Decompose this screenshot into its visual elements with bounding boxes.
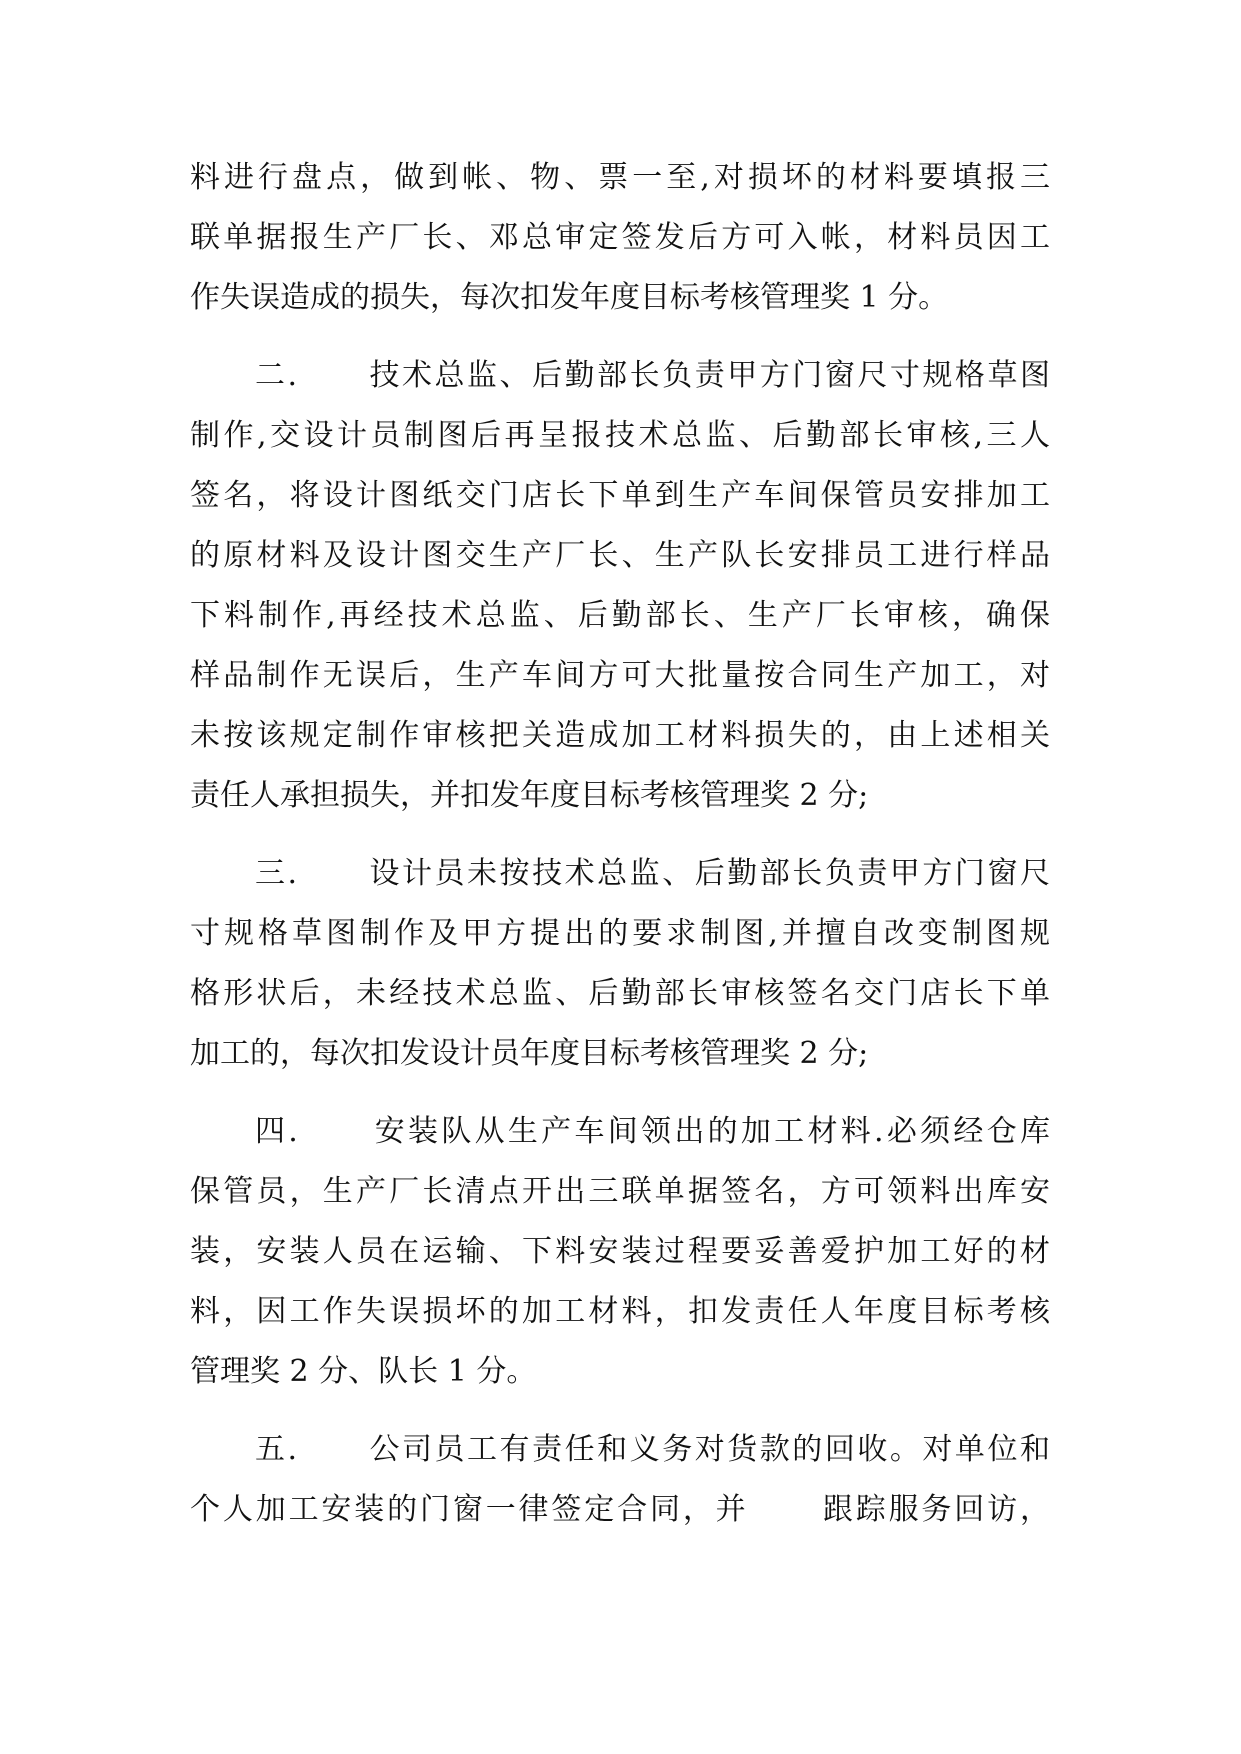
- section-heading-line: 二. 技术总监、后勤部长负责甲方门窗尺寸规格草图: [255, 358, 1050, 393]
- section-heading-line: 五. 公司员工有责任和义务对货款的回收。对单位和: [255, 1432, 1050, 1467]
- text-line: 联单据报生产厂长、邓总审定签发后方可入帐，材料员因工: [190, 220, 1050, 255]
- text-line: 保管员，生产厂长清点开出三联单据签名，方可领料出库安: [190, 1174, 1050, 1209]
- text-line: 加工的，每次扣发设计员年度目标考核管理奖 2 分;: [190, 1036, 869, 1071]
- text-line: 签名，将设计图纸交门店长下单到生产车间保管员安排加工: [190, 478, 1050, 513]
- text-line: 未按该规定制作审核把关造成加工材料损失的，由上述相关: [190, 718, 1050, 753]
- text-line: 下料制作,再经技术总监、后勤部长、生产厂长审核，确保: [190, 598, 1050, 633]
- text-line: 寸规格草图制作及甲方提出的要求制图,并擅自改变制图规: [190, 916, 1050, 951]
- text-line: 责任人承担损失，并扣发年度目标考核管理奖 2 分;: [190, 778, 869, 813]
- text-line: 作失误造成的损失，每次扣发年度目标考核管理奖 1 分。: [190, 280, 949, 315]
- text-line: 样品制作无误后，生产车间方可大批量按合同生产加工，对: [190, 658, 1050, 693]
- text-line: 的原材料及设计图交生产厂长、生产队长安排员工进行样品: [190, 538, 1050, 573]
- text-line: 料，因工作失误损坏的加工材料，扣发责任人年度目标考核: [190, 1294, 1050, 1329]
- section-heading-line: 四. 安装队从生产车间领出的加工材料.必须经仓库: [255, 1114, 1050, 1149]
- text-line: 管理奖 2 分、队长 1 分。: [190, 1354, 537, 1389]
- text-line: 格形状后，未经技术总监、后勤部长审核签名交门店长下单: [190, 976, 1050, 1011]
- text-line: 个人加工安装的门窗一律签定合同，并 跟踪服务回访，: [190, 1492, 1050, 1527]
- text-line: 料进行盘点，做到帐、物、票一至,对损坏的材料要填报三: [190, 160, 1050, 195]
- section-heading-line: 三. 设计员未按技术总监、后勤部长负责甲方门窗尺: [255, 856, 1050, 891]
- text-line: 装，安装人员在运输、下料安装过程要妥善爱护加工好的材: [190, 1234, 1050, 1269]
- text-line: 制作,交设计员制图后再呈报技术总监、后勤部长审核,三人: [190, 418, 1050, 453]
